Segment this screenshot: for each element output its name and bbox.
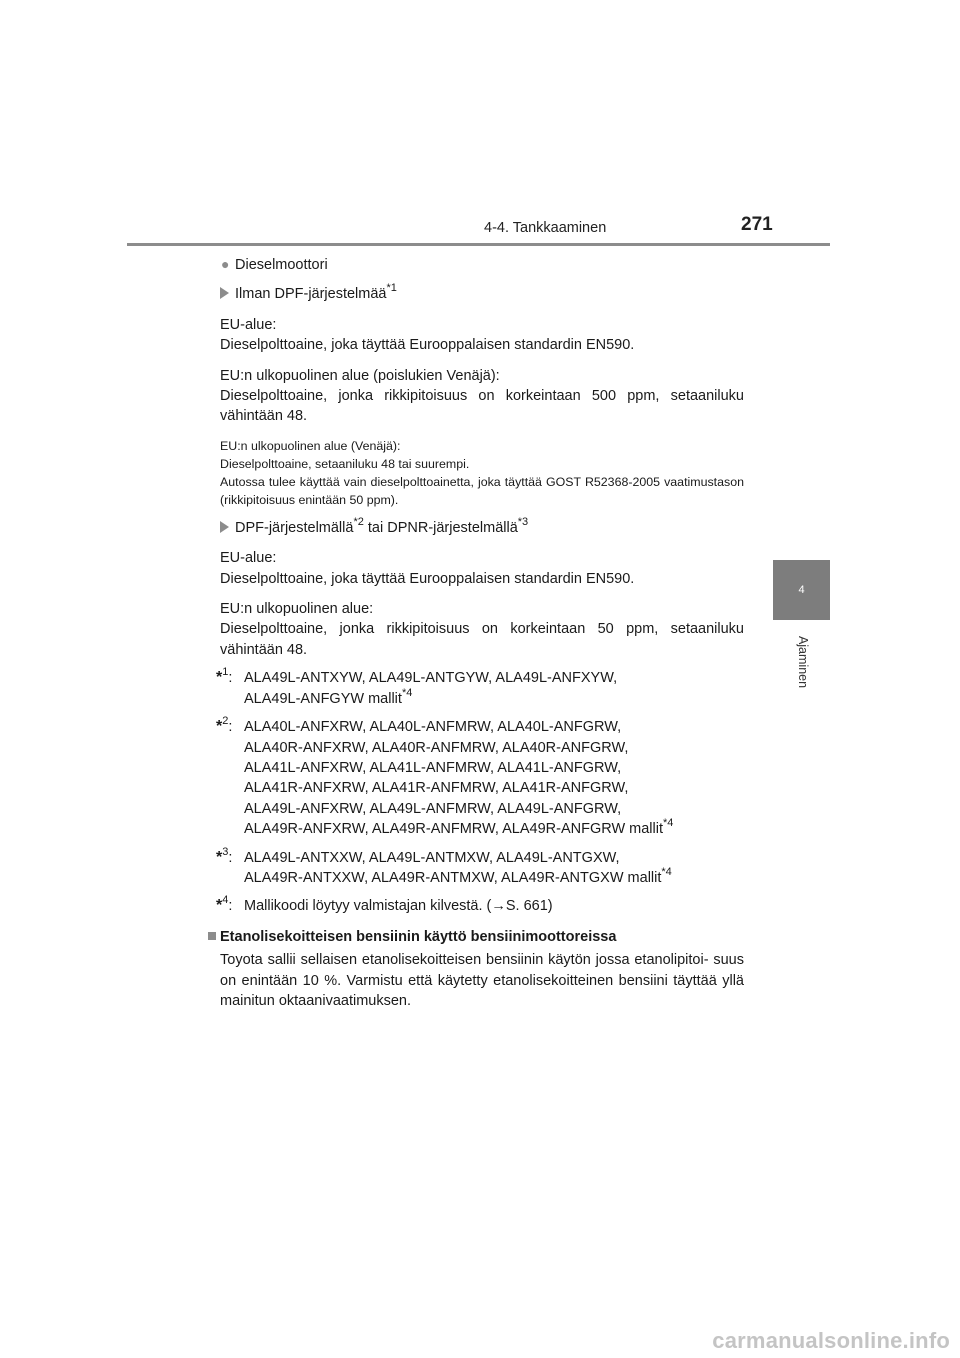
paragraph-non-eu-dpf — [220, 599, 744, 660]
footnote-number: 1 — [222, 666, 229, 679]
footnote-line: ALA40R-ANFXRW, ALA40R-ANFMRW, ALA40R-ANFGRW, — [244, 739, 629, 756]
sub-heading-dpf — [220, 515, 744, 538]
footnote-star: * — [216, 718, 223, 736]
paragraph-line: Dieselpolttoaine, setaaniluku 48 tai suurempi. — [220, 456, 470, 471]
footnote-marker: *$^2$: — [216, 715, 233, 736]
footnote-star: * — [216, 848, 223, 866]
paragraph-eu-area — [220, 315, 744, 356]
footnote-4 — [216, 894, 744, 916]
sub-heading-dpnr-text: tai DPNR-järjestelmällä — [363, 519, 518, 536]
footnote-ref: *4 — [401, 686, 413, 699]
circle-bullet-icon: ● — [221, 256, 230, 272]
footnote-line: ALA41R-ANFXRW, ALA41R-ANFMRW, ALA41R-ANFGRW, — [244, 780, 629, 797]
footnote-marker: *$^1$: — [216, 666, 233, 687]
footnote-marker: *$^4$: — [216, 894, 233, 915]
footnote-line: Mallikoodi löytyy valmistajan kilvestä. ( — [244, 898, 492, 915]
paragraph-line: Dieselpolttoaine, jonka rikkipitoisuus on korkeintaan 50 ppm, setaaniluku vähintään 48. — [220, 621, 744, 658]
footnote-ref: *4 — [663, 817, 674, 830]
section-heading-text: Etanolisekoitteisen bensiinin käyttö bensiinimoottoreissa — [220, 928, 617, 945]
chapter-tab-label: Ajaminen — [796, 635, 810, 689]
footnote-star: * — [216, 669, 223, 687]
footnote-line: ALA41L-ANFXRW, ALA41L-ANFMRW, ALA41L-ANFGRW, — [244, 759, 622, 776]
square-bullet-icon — [208, 932, 216, 940]
section-heading — [208, 927, 744, 947]
paragraph-line: Autossa tulee käyttää vain dieselpolttoainetta, joka täyttää GOST R52368-2005 vaatimustason (rikkipitoisuus enintään 50 ppm). — [220, 474, 744, 507]
bullet-heading-text: Dieselmoottori — [235, 257, 328, 273]
triangle-bullet-icon — [220, 287, 229, 299]
footnote-line: ALA49L-ANFXRW, ALA49L-ANFMRW, ALA49L-ANFGRW, — [244, 800, 622, 817]
paragraph-line: Dieselpolttoaine, joka täyttää Eurooppalaisen standardin EN590. — [220, 570, 635, 587]
footnote-2 — [216, 715, 744, 839]
page-number: 271 — [741, 214, 773, 235]
main-content — [216, 250, 744, 1011]
watermark: carmanualsonline.info — [712, 1328, 950, 1353]
footnote-number: 2 — [222, 715, 229, 728]
section-paragraph: Toyota sallii sellaisen etanolisekoitteisen bensiinin käytön jossa etanolipitoi- suus on enintään 10 %. Varmistu että käytetty etanolisekoitteinen bensiini täyttää yllä mainitun oktaanivaatimuksen. — [220, 952, 744, 1009]
paragraph-non-eu-excl-russia — [220, 366, 744, 427]
footnote-marker: *$^3$: — [216, 845, 233, 866]
footnote-ref: *4 — [661, 865, 672, 878]
page-reference: S. 661) — [505, 898, 553, 915]
arrow-icon: → — [491, 898, 506, 915]
footnote-3 — [216, 845, 744, 889]
bullet-heading — [220, 254, 744, 275]
footnote-ref: *2 — [353, 515, 364, 528]
footnote-number: 3 — [222, 845, 229, 858]
sub-heading-no-dpf-text: Ilman DPF-järjestelmää — [235, 286, 387, 303]
paragraph-line: EU-alue: — [220, 550, 277, 567]
triangle-bullet-icon — [220, 521, 229, 533]
paragraph-line: EU:n ulkopuolinen alue: — [220, 601, 374, 618]
chapter-tab-number: 4 — [798, 584, 805, 596]
header-divider — [127, 243, 830, 246]
footnote-number: 4 — [222, 894, 229, 907]
chapter-tab — [773, 560, 830, 620]
footnote-ref: *3 — [517, 515, 529, 528]
footnote-line: ALA49R-ANFXRW, ALA49R-ANFMRW, ALA49R-ANFGRW mallit — [244, 821, 663, 838]
footnote-line: ALA49R-ANTXXW, ALA49R-ANTMXW, ALA49R-ANTGXW mallit — [244, 869, 662, 886]
footnote-line: ALA49L-ANFGYW mallit — [244, 690, 402, 707]
footnote-star: * — [216, 897, 223, 915]
footnote-1 — [216, 666, 744, 709]
sub-heading-dpf-text: DPF-järjestelmällä — [235, 519, 354, 536]
footnote-line: ALA49L-ANTXXW, ALA49L-ANTMXW, ALA49L-ANTGXW, — [244, 849, 620, 866]
footnote-line: ALA40L-ANFXRW, ALA40L-ANFMRW, ALA40L-ANFGRW, — [244, 719, 622, 736]
paragraph-line: EU-alue: — [220, 316, 277, 333]
paragraph-line: EU:n ulkopuolinen alue (poislukien Venäjä): — [220, 367, 500, 384]
paragraph-line: Dieselpolttoaine, joka täyttää Eurooppalaisen standardin EN590. — [220, 337, 635, 354]
paragraph-line: EU:n ulkopuolinen alue (Venäjä): — [220, 438, 401, 453]
header-section-title: 4-4. Tankkaaminen — [484, 220, 607, 236]
sub-heading-no-dpf — [220, 284, 744, 304]
paragraph-line: Dieselpolttoaine, jonka rikkipitoisuus on korkeintaan 500 ppm, setaaniluku vähintään 48. — [220, 388, 744, 425]
footnote-ref: *1 — [386, 282, 397, 295]
paragraph-eu-area-dpf — [220, 548, 744, 589]
footnote-line: ALA49L-ANTXYW, ALA49L-ANTGYW, ALA49L-ANFXYW, — [244, 670, 618, 687]
paragraph-russia — [220, 437, 744, 509]
